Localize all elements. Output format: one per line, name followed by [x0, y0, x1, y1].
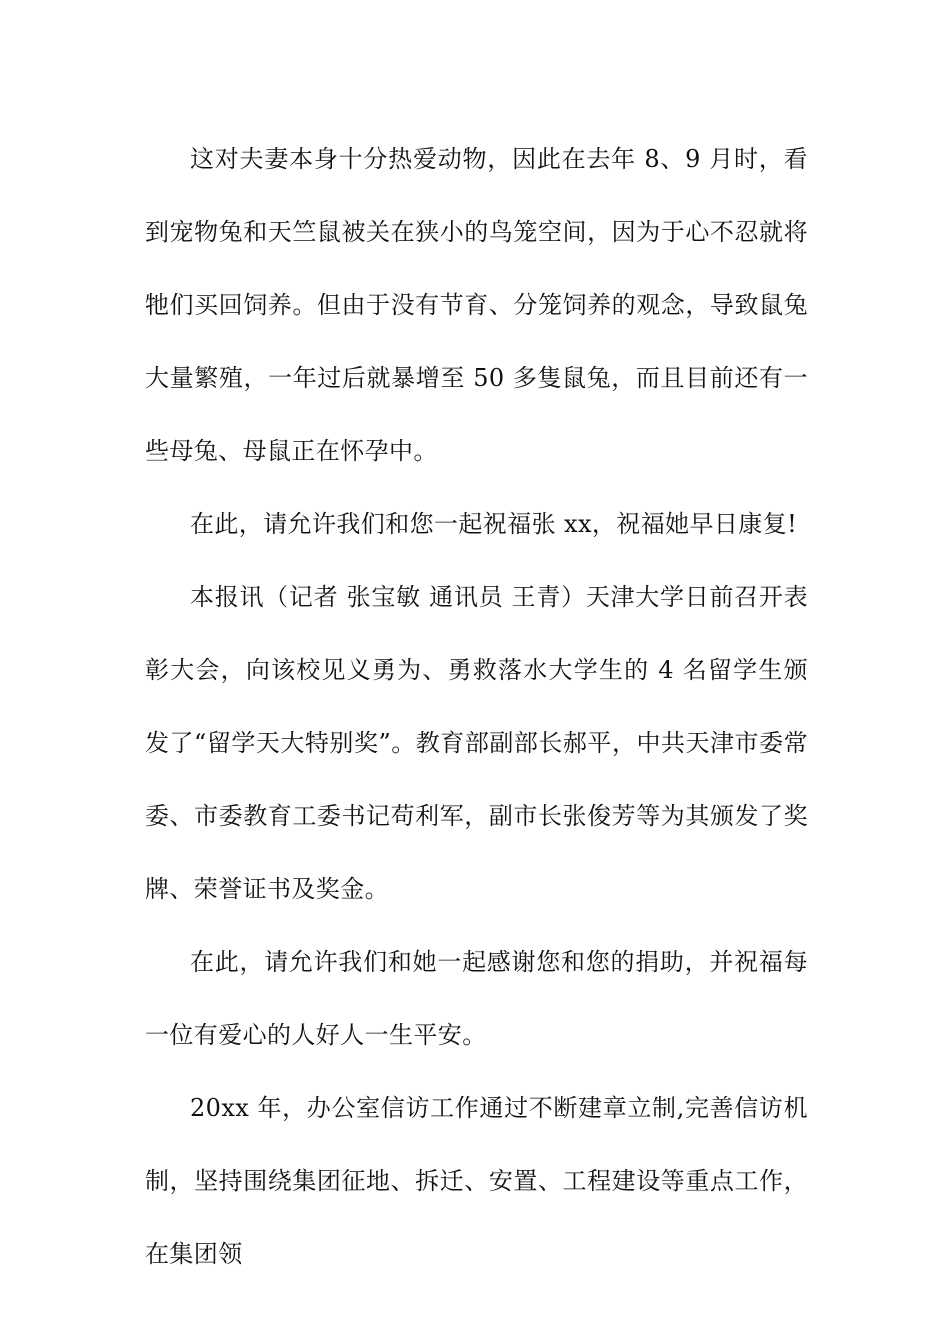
paragraph-thanks-donation: 在此，请允许我们和她一起感谢您和您的捐助，并祝福每一位有爱心的人好人一生平安。 — [145, 948, 808, 1049]
paragraph-petition-work: 20xx 年，办公室信访工作通过不断建章立制,完善信访机制，坚持围绕集团征地、拆迁、安置、工程建设等重点工作，在集团领 — [145, 1094, 808, 1268]
document-body — [145, 123, 808, 1291]
paragraph-news-report: 本报讯（记者 张宝敏 通讯员 王青）天津大学日前召开表彰大会，向该校见义勇为、勇救落水大学生的 4 名留学生颁发了“留学天大特别奖”。教育部副部长郝平，中共天津市委常委、市委教育工委书记苟利军，副市长张俊芳等为其颁发了奖牌、荣誉证书及奖金。 — [145, 583, 808, 903]
paragraph-pets: 这对夫妻本身十分热爱动物，因此在去年 8、9 月时，看到宠物兔和天竺鼠被关在狭小的鸟笼空间，因为于心不忍就将牠们买回饲养。但由于没有节育、分笼饲养的观念，导致鼠兔大量繁殖，一年过后就暴增至 50 多隻鼠兔，而且目前还有一些母兔、母鼠正在怀孕中。 — [145, 145, 808, 465]
paragraph-blessing-recovery: 在此，请允许我们和您一起祝福张 xx，祝福她早日康复! — [190, 510, 798, 538]
